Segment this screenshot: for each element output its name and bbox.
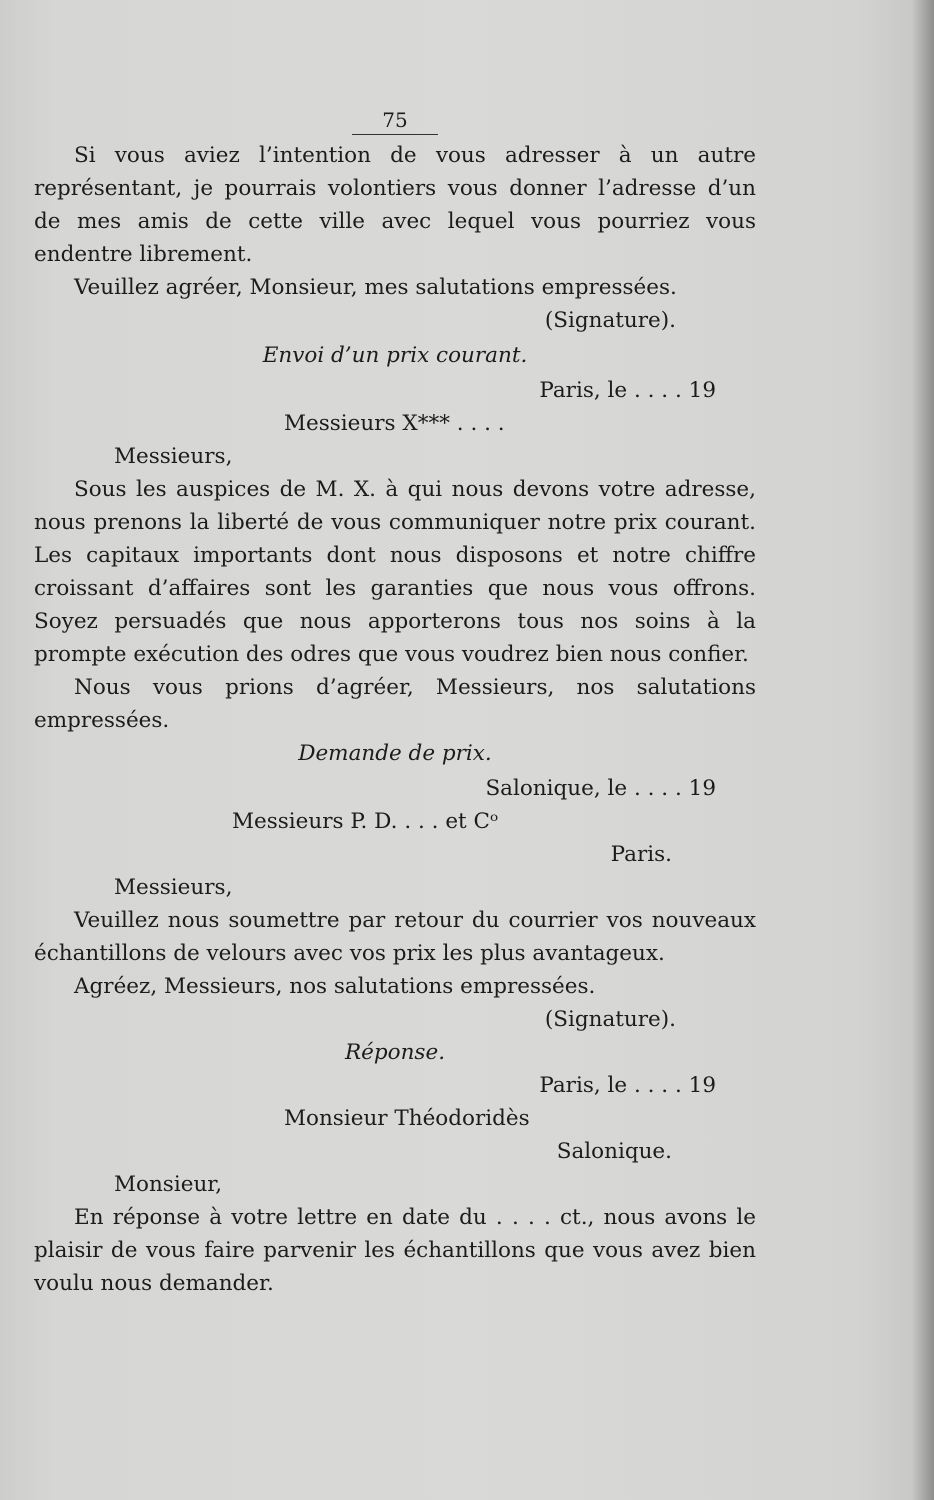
letter2-recipient: Messieurs X*** . . . . (284, 411, 505, 436)
letter4-heading: Réponse. (344, 1040, 446, 1065)
page-edge-shadow (912, 0, 934, 1500)
letter3-city: Paris. (610, 842, 672, 867)
letter2-body: Sous les auspices de M. X. à qui nous devons votre adresse, nous prenons la liberté de vous communiquer notre prix courant. Les capitaux importants dont nous disposons et notre chiffre croissant d’affaires sont les garanties que nous vous offrons. Soyez persuadés que nous apporterons tous nos soins à la prompte exécution des odres que vous voudrez bien nous confier. (34, 477, 756, 667)
letter3-closing: Agréez, Messieurs, nos salutations empressées. (74, 974, 596, 999)
letter3-salutation: Messieurs, (114, 875, 233, 900)
letter4-body: En réponse à votre lettre en date du . . . . ct., nous avons le plaisir de vous faire parvenir les échantillons que vous avez bien voulu nous demander. (34, 1205, 756, 1296)
letter1-paragraph: Si vous aviez l’intention de vous adresser à un autre représentant, je pourrais volontiers vous donner l’adresse d’un de mes amis de cette ville avec lequel vous pourriez vous endentre librement. (34, 143, 756, 267)
letter2-salutation: Messieurs, (114, 444, 233, 469)
page-number: 75 (34, 104, 756, 137)
letter2-date: Paris, le . . . . 19 (539, 378, 716, 403)
letter3-recipient: Messieurs P. D. . . . et Cᵒ (232, 809, 499, 834)
letter1-signature: (Signature). (544, 308, 676, 333)
page-content (34, 104, 756, 1300)
letter4-date: Paris, le . . . . 19 (539, 1073, 716, 1098)
letter2-heading: Envoi d’un prix courant. (262, 343, 528, 368)
letter4-salutation: Monsieur, (114, 1172, 223, 1197)
letter3-body: Veuillez nous soumettre par retour du courrier vos nouveaux échantillons de velours avec vos prix les plus avantageux. (34, 908, 756, 966)
letter2-closing: Nous vous prions d’agréer, Messieurs, nos salutations empressées. (34, 675, 756, 733)
letter4-recipient: Monsieur Théodoridès (284, 1106, 530, 1131)
letter3-heading: Demande de prix. (298, 741, 492, 766)
letter3-date: Salonique, le . . . . 19 (485, 776, 716, 801)
letter3-signature: (Signature). (544, 1007, 676, 1032)
letter1-closing: Veuillez agréer, Monsieur, mes salutations empressées. (74, 275, 677, 300)
letter4-city: Salonique. (556, 1139, 672, 1164)
